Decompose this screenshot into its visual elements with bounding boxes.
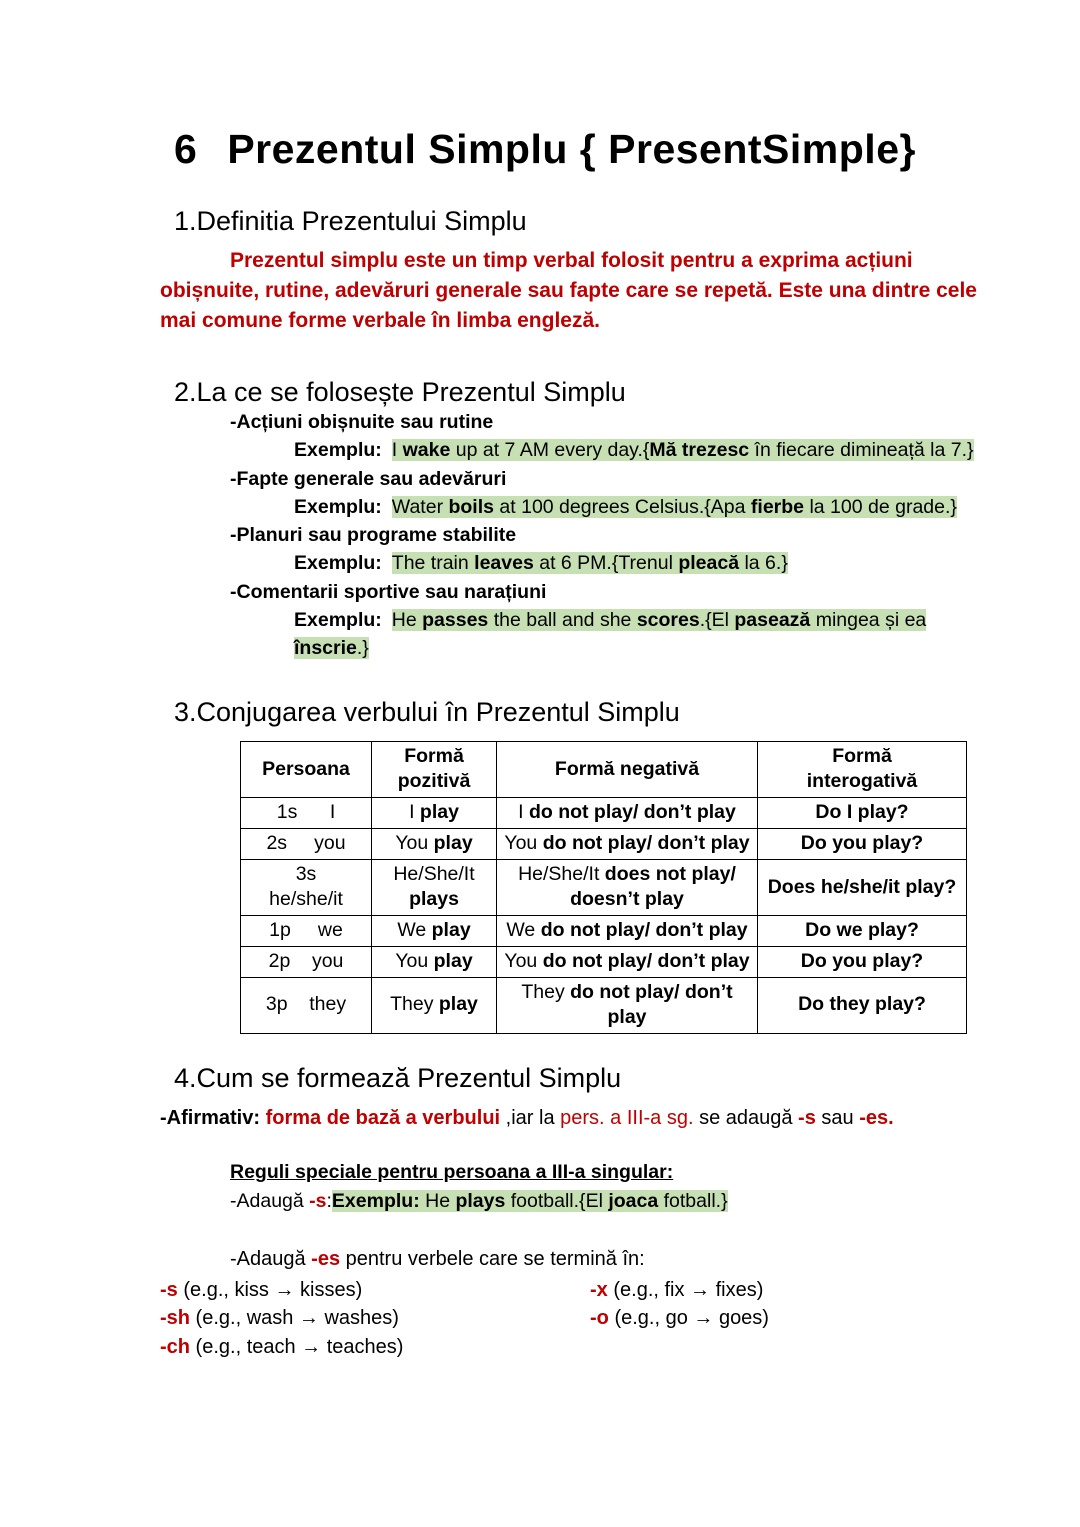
text-segment: do not play/ don’t play bbox=[528, 801, 736, 824]
text-segment: I bbox=[518, 801, 529, 824]
text-segment: mingea și ea bbox=[810, 608, 927, 631]
table-row bbox=[241, 798, 967, 829]
text-segment: We bbox=[397, 919, 432, 942]
example-prefix: Exemplu: bbox=[294, 608, 382, 631]
text-segment: -x bbox=[590, 1279, 608, 1302]
table-row bbox=[241, 946, 967, 977]
text-segment: (e.g., wash → washes) bbox=[190, 1307, 399, 1330]
table-header-forma-pozitiva bbox=[372, 741, 497, 797]
text-segment: înscrie bbox=[294, 637, 357, 660]
table-cell-interogativa bbox=[758, 946, 967, 977]
section-formation bbox=[160, 1062, 988, 1361]
table-cell-interogativa bbox=[758, 859, 967, 915]
text-segment: -es. bbox=[859, 1107, 894, 1130]
text-segment: se adaugă bbox=[693, 1107, 799, 1130]
section-usage-heading: 2.La ce se folosește Prezentul Simplu bbox=[174, 376, 626, 407]
text-segment: They bbox=[390, 993, 439, 1016]
table-cell-interogativa bbox=[758, 916, 967, 947]
table-cell-pozitiva bbox=[372, 916, 497, 947]
definition-paragraph: Prezentul simplu este un timp verbal folosit pentru a exprima acțiuni obișnuite, rutine, adevăruri generale sau fapte care se repetă. Este una dintre cele mai comune forme verbale în limba engleză. bbox=[160, 248, 977, 332]
example-prefix: Exemplu: bbox=[294, 439, 382, 462]
text-segment: (e.g., go → goes) bbox=[608, 1307, 769, 1330]
text-segment: He/She/It bbox=[393, 862, 475, 885]
table-cell-persoana bbox=[241, 828, 372, 859]
text-segment: I bbox=[391, 439, 403, 462]
add-s-example bbox=[332, 1190, 728, 1212]
section-conjugation bbox=[160, 696, 988, 1034]
title-number: 6 bbox=[174, 126, 198, 172]
example-line bbox=[294, 493, 988, 521]
text-segment: Exemplu: bbox=[331, 1189, 426, 1212]
example-highlighted-text bbox=[392, 552, 788, 574]
text-segment: passes bbox=[422, 608, 489, 631]
text-segment: scores bbox=[636, 608, 700, 631]
example-prefix: Exemplu: bbox=[294, 552, 382, 575]
affirmative-rule-line bbox=[160, 1104, 988, 1132]
usage-item bbox=[160, 578, 988, 663]
text-segment: Does he/she/it play? bbox=[767, 875, 957, 898]
table-cell-interogativa bbox=[758, 977, 967, 1033]
text-segment: Do you play? bbox=[800, 949, 924, 972]
table-header-forma-negativa bbox=[497, 741, 758, 797]
page-title bbox=[174, 126, 988, 173]
text-segment: at 100 degrees Celsius.{Apa bbox=[494, 495, 751, 518]
text-segment: -es bbox=[311, 1248, 341, 1271]
text-segment: -Adaugă bbox=[230, 1189, 310, 1212]
text-segment: You bbox=[395, 831, 434, 854]
text-segment: -s bbox=[160, 1279, 178, 1302]
add-s-rule-line bbox=[230, 1187, 988, 1215]
usage-item bbox=[160, 521, 988, 578]
text-segment: -s bbox=[798, 1107, 816, 1130]
example-highlighted-text bbox=[294, 609, 926, 659]
section-definition bbox=[160, 205, 988, 335]
usage-item bbox=[160, 465, 988, 522]
text-segment: pasează bbox=[734, 608, 811, 631]
text-segment: up at 7 AM every day.{ bbox=[450, 439, 650, 462]
title-text: Prezentul Simplu { PresentSimple} bbox=[227, 126, 916, 172]
text-segment: Persoana bbox=[262, 757, 350, 780]
table-cell-persoana bbox=[241, 859, 372, 915]
text-segment: Water bbox=[391, 495, 449, 518]
text-segment: (e.g., fix → fixes) bbox=[607, 1279, 764, 1302]
add-s-rule-intro bbox=[230, 1190, 332, 1212]
example-highlighted-text bbox=[392, 496, 957, 518]
text-segment: 3p they bbox=[265, 993, 347, 1016]
table-cell-negativa bbox=[497, 859, 758, 915]
text-segment: The train bbox=[391, 552, 475, 575]
text-segment: la 100 de grade.} bbox=[804, 495, 957, 518]
usage-item bbox=[160, 408, 988, 465]
text-segment: .{El bbox=[699, 608, 735, 631]
text-segment: 2p you bbox=[268, 949, 344, 972]
example-line bbox=[294, 606, 988, 663]
table-cell-persoana bbox=[241, 946, 372, 977]
text-segment: 3s bbox=[295, 862, 317, 885]
text-segment: în fiecare dimineață la 7.} bbox=[749, 439, 974, 462]
text-segment: play bbox=[438, 993, 478, 1016]
table-cell-pozitiva bbox=[372, 859, 497, 915]
text-segment: does not play/ doesn’t play bbox=[570, 862, 742, 911]
ending-item bbox=[160, 1304, 590, 1332]
text-segment: -Adaugă bbox=[230, 1248, 312, 1271]
text-segment: Formă bbox=[832, 744, 892, 767]
text-segment: .} bbox=[356, 637, 369, 660]
example-highlighted-text bbox=[392, 439, 974, 461]
table-cell-interogativa bbox=[758, 798, 967, 829]
usage-item-label: -Planuri sau programe stabilite bbox=[230, 524, 517, 547]
text-segment: plays bbox=[409, 888, 459, 911]
table-row bbox=[241, 828, 967, 859]
text-segment: he/she/it bbox=[269, 888, 343, 911]
text-segment: fotball.} bbox=[658, 1189, 728, 1212]
text-segment: play bbox=[433, 831, 473, 854]
text-segment: football.{El bbox=[505, 1189, 609, 1212]
add-es-rule-line bbox=[230, 1245, 988, 1274]
text-segment: play bbox=[419, 801, 459, 824]
usage-item-label: -Fapte generale sau adevăruri bbox=[230, 467, 507, 490]
example-prefix: Exemplu: bbox=[294, 495, 382, 518]
text-segment: sau bbox=[815, 1107, 860, 1130]
text-segment: fierbe bbox=[750, 495, 805, 518]
text-segment: They bbox=[521, 980, 571, 1003]
text-segment: You bbox=[504, 831, 543, 854]
example-line bbox=[294, 549, 988, 577]
text-segment: do not play/ don’t play bbox=[540, 919, 748, 942]
text-segment: You bbox=[395, 949, 434, 972]
text-segment: pers. a III-a sg. bbox=[560, 1107, 694, 1130]
text-segment: Do I play? bbox=[815, 801, 909, 824]
text-segment: interogativă bbox=[806, 770, 918, 793]
text-segment: leaves bbox=[474, 552, 534, 575]
text-segment: pentru verbele care se termină în: bbox=[340, 1248, 645, 1271]
table-cell-negativa bbox=[497, 946, 758, 977]
ending-item bbox=[160, 1333, 590, 1361]
text-segment: pleacă bbox=[678, 552, 740, 575]
table-row bbox=[241, 916, 967, 947]
text-segment: plays bbox=[455, 1189, 506, 1212]
conjugation-table-body bbox=[241, 798, 967, 1034]
table-cell-pozitiva bbox=[372, 977, 497, 1033]
endings-list-left bbox=[160, 1276, 590, 1361]
text-segment: -o bbox=[590, 1307, 609, 1330]
usage-item-label: -Comentarii sportive sau narațiuni bbox=[230, 580, 547, 603]
text-segment: play bbox=[433, 949, 473, 972]
text-segment: 1s I bbox=[276, 801, 336, 824]
text-segment: I bbox=[409, 801, 420, 824]
table-cell-negativa bbox=[497, 977, 758, 1033]
table-cell-persoana bbox=[241, 798, 372, 829]
text-segment: Do you play? bbox=[800, 831, 924, 854]
text-segment: : bbox=[326, 1189, 332, 1212]
text-segment: at 6 PM.{Trenul bbox=[533, 552, 679, 575]
text-segment: pozitivă bbox=[397, 770, 471, 793]
usage-item-label: -Acțiuni obișnuite sau rutine bbox=[230, 410, 494, 433]
text-segment: do not play/ don’t play bbox=[542, 831, 750, 854]
text-segment: Formă bbox=[404, 744, 464, 767]
text-segment: You bbox=[504, 949, 543, 972]
endings-list-right bbox=[590, 1276, 988, 1361]
table-cell-negativa bbox=[497, 916, 758, 947]
section-formation-heading: 4.Cum se formează Prezentul Simplu bbox=[174, 1063, 622, 1094]
text-segment: forma de bază a verbului bbox=[265, 1107, 506, 1130]
text-segment: We bbox=[506, 919, 541, 942]
table-row bbox=[241, 977, 967, 1033]
table-cell-interogativa bbox=[758, 828, 967, 859]
section-usage bbox=[160, 376, 988, 663]
text-segment: 1p we bbox=[269, 919, 343, 942]
text-segment: boils bbox=[448, 495, 494, 518]
text-segment: ,iar la bbox=[505, 1107, 561, 1130]
text-segment: Do we play? bbox=[805, 919, 919, 942]
endings-columns bbox=[160, 1276, 988, 1361]
table-row bbox=[241, 859, 967, 915]
text-segment: 2s you bbox=[266, 831, 346, 854]
table-header-forma-interogativa bbox=[758, 741, 967, 797]
text-segment: the ball and she bbox=[488, 608, 637, 631]
text-segment: -s bbox=[309, 1189, 327, 1212]
text-segment: (e.g., kiss → kisses) bbox=[177, 1279, 363, 1302]
text-segment: play bbox=[431, 919, 471, 942]
section-conjugation-heading: 3.Conjugarea verbului în Prezentul Simplu bbox=[174, 697, 680, 728]
text-segment: -Afirmativ: bbox=[160, 1107, 266, 1130]
ending-item bbox=[160, 1276, 590, 1304]
table-header-row bbox=[241, 741, 967, 797]
section-definition-heading: 1.Definitia Prezentului Simplu bbox=[174, 206, 527, 237]
text-segment: Mă trezesc bbox=[649, 439, 750, 462]
example-line bbox=[294, 436, 988, 464]
table-cell-negativa bbox=[497, 828, 758, 859]
text-segment: joaca bbox=[608, 1189, 659, 1212]
table-header-persoana bbox=[241, 741, 372, 797]
table-cell-pozitiva bbox=[372, 946, 497, 977]
text-segment: Formă negativă bbox=[554, 757, 700, 780]
table-cell-persoana bbox=[241, 916, 372, 947]
text-segment: wake bbox=[402, 439, 451, 462]
ending-item bbox=[590, 1304, 988, 1332]
table-cell-negativa bbox=[497, 798, 758, 829]
text-segment: la 6.} bbox=[739, 552, 788, 575]
ending-item bbox=[590, 1276, 988, 1304]
special-rules-heading: Reguli speciale pentru persoana a III-a singular: bbox=[230, 1161, 674, 1184]
text-segment: -sh bbox=[160, 1307, 190, 1330]
text-segment: He bbox=[391, 608, 423, 631]
conjugation-table bbox=[240, 741, 967, 1034]
table-cell-persoana bbox=[241, 977, 372, 1033]
text-segment: He bbox=[425, 1189, 456, 1212]
text-segment: (e.g., teach → teaches) bbox=[190, 1335, 404, 1358]
text-segment: Do they play? bbox=[798, 993, 926, 1016]
table-cell-pozitiva bbox=[372, 798, 497, 829]
conjugation-table-head bbox=[241, 741, 967, 797]
text-segment: do not play/ don’t play bbox=[542, 949, 750, 972]
text-segment: -ch bbox=[160, 1335, 190, 1358]
text-segment: do not play/ don’t play bbox=[570, 980, 739, 1029]
text-segment: He/She/It bbox=[518, 862, 605, 885]
table-cell-pozitiva bbox=[372, 828, 497, 859]
